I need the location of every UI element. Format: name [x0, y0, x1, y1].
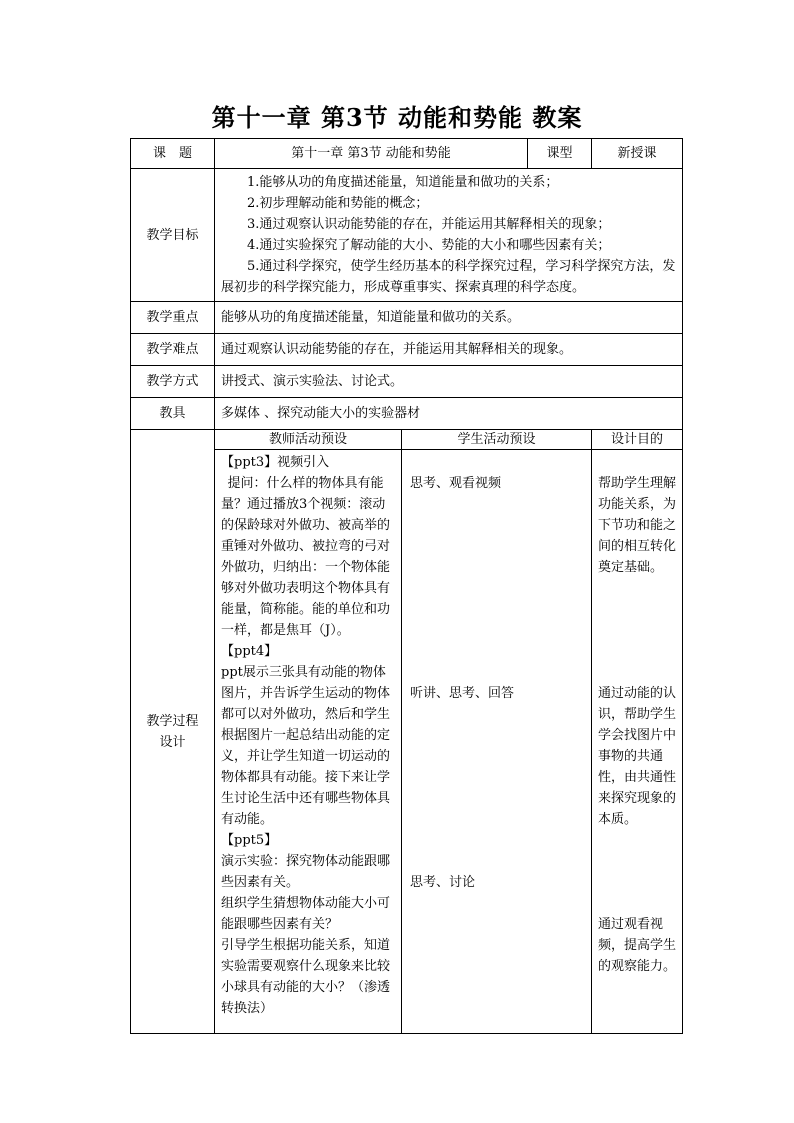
process-label [131, 430, 215, 1034]
objectives-row [131, 169, 683, 302]
teacher-block-ppt3 [221, 452, 397, 641]
tools-value: 多媒体 、探究动能大小的实验器材 [215, 398, 683, 430]
method-value: 讲授式、演示实验法、讨论式。 [215, 366, 683, 398]
teacher-activities [215, 450, 402, 1034]
student-activity: 思考、观看视频 [410, 476, 502, 491]
difficulty-label: 教学难点 [131, 334, 215, 366]
objective-item: 5.通过科学探究，使学生经历基本的科学探究过程，学习科学探究方法，发展初步的科学探究能力，形成尊重事实、探索真理的科学态度。 [221, 259, 676, 295]
key-point-label: 教学重点 [131, 302, 215, 334]
objective-item: 4.通过实验探究了解动能的大小、势能的大小和哪些因素有关； [247, 238, 611, 253]
teacher-block-body: ppt展示三张具有动能的物体图片，并告诉学生运动的物体都可以对外做功，然后和学生根据图片一起总结出动能的定义，并让学生知道一切运动的物体都具有动能。接下来让学生讨论生活中还有哪些物体具有动能。 [221, 665, 391, 827]
topic-label: 课 题 [131, 139, 215, 169]
teacher-block-head: 【ppt5】 [221, 833, 278, 848]
process-label-line: 设计 [159, 734, 186, 750]
objectives-list [215, 169, 683, 302]
process-header-row [131, 430, 683, 450]
method-label: 教学方式 [131, 366, 215, 398]
tools-label: 教具 [131, 398, 215, 430]
method-row [131, 366, 683, 398]
teacher-block-ppt5 [221, 830, 397, 1019]
teacher-block-head: 【ppt4】 [221, 644, 278, 659]
design-purposes [592, 450, 683, 1034]
teacher-block-body: 演示实验：探究物体动能跟哪些因素有关。 [221, 854, 391, 890]
teacher-col-header: 教师活动预设 [215, 430, 402, 450]
teacher-block-head: 【ppt3】视频引入 [221, 455, 330, 470]
design-purpose: 通过观看视频，提高学生的观察能力。 [598, 917, 677, 974]
teacher-block-body: 提问：什么样的物体具有能量？通过播放3个视频：滚动的保龄球对外做功、被高举的重锤对外做功、被拉弯的弓对外做功，归纳出：一个物体能够对外做功表明这个物体具有能量，简称能。能的单位和功一样，都是焦耳（J）。 [221, 476, 391, 638]
key-point-row [131, 302, 683, 334]
design-purpose: 帮助学生理解功能关系，为下节功和能之间的相互转化奠定基础。 [598, 476, 677, 575]
difficulty-value: 通过观察认识动能势能的存在，并能运用其解释相关的现象。 [215, 334, 683, 366]
purpose-col-header: 设计目的 [592, 430, 683, 450]
student-activity: 听讲、思考、回答 [410, 686, 515, 701]
difficulty-row [131, 334, 683, 366]
student-col-header: 学生活动预设 [402, 430, 592, 450]
design-purpose: 通过动能的认识，帮助学生学会找图片中事物的共通性，由共通性来探究现象的本质。 [598, 686, 677, 827]
objective-item: 3.通过观察认识动能势能的存在，并能运用其解释相关的现象； [247, 217, 611, 232]
lesson-type-value: 新授课 [592, 139, 683, 169]
teacher-block-body: 引导学生根据功能关系，知道实验需要观察什么现象来比较小球具有动能的大小？（渗透转换法） [221, 938, 391, 1016]
objective-item: 1.能够从功的角度描述能量，知道能量和做功的关系； [247, 175, 559, 190]
process-label-line: 教学过程 [146, 713, 199, 729]
key-point-value: 能够从功的角度描述能量，知道能量和做功的关系。 [215, 302, 683, 334]
topic-value: 第十一章 第3节 动能和势能 [215, 139, 528, 169]
lesson-plan-table [130, 138, 683, 1034]
topic-row [131, 139, 683, 169]
objectives-label: 教学目标 [131, 169, 215, 302]
teacher-block-ppt4 [221, 641, 397, 830]
document-title: 第十一章 第3节 动能和势能 教案 [211, 103, 583, 132]
tools-row [131, 398, 683, 430]
teacher-block-body: 组织学生猜想物体动能大小可能跟哪些因素有关？ [221, 896, 391, 932]
student-activity: 思考、讨论 [410, 875, 476, 890]
objective-item: 2.初步理解动能和势能的概念； [247, 196, 429, 211]
student-activities [402, 450, 592, 1034]
lesson-type-label: 课型 [528, 139, 592, 169]
